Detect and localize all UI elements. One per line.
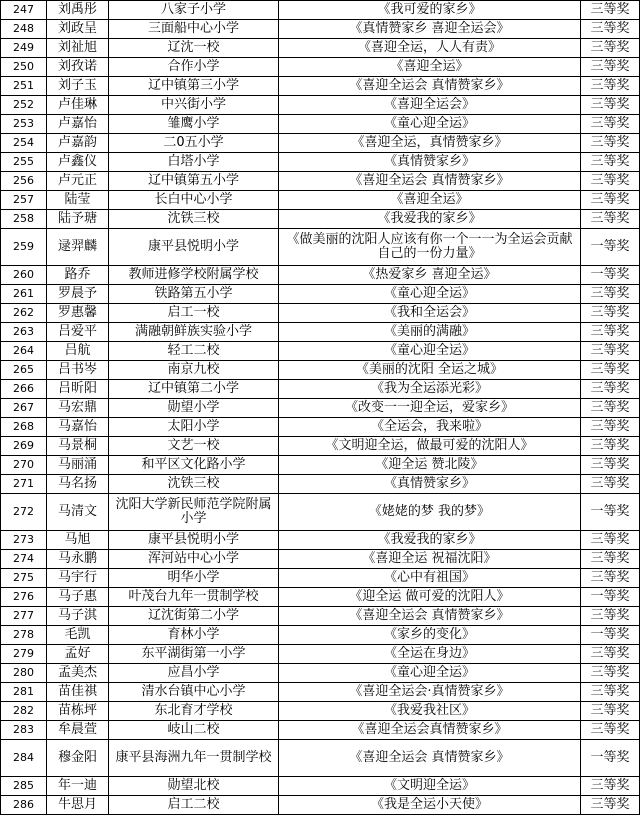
row-number: 274 [1, 550, 47, 569]
row-number: 272 [1, 494, 47, 531]
award-level: 一等奖 [581, 229, 640, 266]
student-name: 逯羿麟 [47, 229, 109, 266]
student-name: 刘孜诺 [47, 58, 109, 77]
student-name: 穆金阳 [47, 740, 109, 777]
award-level: 一等奖 [581, 494, 640, 531]
row-number: 285 [1, 777, 47, 796]
student-name: 牛思月 [47, 796, 109, 815]
essay-title: 《迎全运 做可爱的沈阳人》 [279, 588, 581, 607]
school-name: 清水台镇中心小学 [109, 683, 279, 702]
row-number: 251 [1, 77, 47, 96]
table-row [1, 115, 640, 134]
table-row [1, 777, 640, 796]
student-name: 陆予瑭 [47, 210, 109, 229]
award-level: 三等奖 [581, 550, 640, 569]
student-name: 毛凯 [47, 626, 109, 645]
school-name: 沈铁三校 [109, 210, 279, 229]
essay-title: 《喜迎全运》 [279, 58, 581, 77]
table-row [1, 153, 640, 172]
table-row [1, 683, 640, 702]
table-row [1, 626, 640, 645]
school-name: 三面船中心小学 [109, 20, 279, 39]
row-number: 277 [1, 607, 47, 626]
award-level: 三等奖 [581, 20, 640, 39]
row-number: 249 [1, 39, 47, 58]
student-name: 卢嘉怡 [47, 115, 109, 134]
award-level: 三等奖 [581, 1, 640, 20]
award-level: 一等奖 [581, 740, 640, 777]
student-name: 刘子玉 [47, 77, 109, 96]
essay-title: 《喜迎全运会·真情赞家乡》 [279, 683, 581, 702]
student-name: 刘政呈 [47, 20, 109, 39]
table-row [1, 437, 640, 456]
row-number: 250 [1, 58, 47, 77]
school-name: 八家子小学 [109, 1, 279, 20]
student-name: 陆莹 [47, 191, 109, 210]
student-name: 年一迪 [47, 777, 109, 796]
essay-title: 《喜迎全运会真情赞家乡》 [279, 721, 581, 740]
row-number: 265 [1, 361, 47, 380]
student-name: 吕书岑 [47, 361, 109, 380]
essay-title: 《文明迎全运》 [279, 777, 581, 796]
row-number: 271 [1, 475, 47, 494]
table-row [1, 645, 640, 664]
student-name: 马清文 [47, 494, 109, 531]
row-number: 248 [1, 20, 47, 39]
school-name: 南京九校 [109, 361, 279, 380]
row-number: 268 [1, 418, 47, 437]
student-name: 吕爱平 [47, 323, 109, 342]
student-name: 马旭 [47, 531, 109, 550]
table-row [1, 702, 640, 721]
row-number: 284 [1, 740, 47, 777]
student-name: 马丽涌 [47, 456, 109, 475]
row-number: 279 [1, 645, 47, 664]
award-level: 三等奖 [581, 361, 640, 380]
table-row [1, 380, 640, 399]
table-row [1, 588, 640, 607]
student-name: 牟晨萱 [47, 721, 109, 740]
school-name: 明华小学 [109, 569, 279, 588]
award-level: 三等奖 [581, 531, 640, 550]
school-name: 合作小学 [109, 58, 279, 77]
award-level: 三等奖 [581, 210, 640, 229]
essay-title: 《我可爱的家乡》 [279, 1, 581, 20]
school-name: 育林小学 [109, 626, 279, 645]
school-name: 辽中镇第五小学 [109, 172, 279, 191]
essay-title: 《喜迎全运》 [279, 191, 581, 210]
award-level: 三等奖 [581, 721, 640, 740]
table-row [1, 58, 640, 77]
essay-title: 《我为全运添光彩》 [279, 380, 581, 399]
table-row [1, 229, 640, 266]
table-row [1, 475, 640, 494]
table-row [1, 418, 640, 437]
award-level: 三等奖 [581, 399, 640, 418]
table-row [1, 172, 640, 191]
school-name: 雏鹰小学 [109, 115, 279, 134]
table-row [1, 304, 640, 323]
school-name: 辽中镇第三小学 [109, 77, 279, 96]
table-row [1, 664, 640, 683]
essay-title: 《真情赞家乡 喜迎全运会》 [279, 20, 581, 39]
table-row [1, 342, 640, 361]
table-row [1, 96, 640, 115]
essay-title: 《做美丽的沈阳人应该有你一个一一为全运会贡献自己的一份力量》 [279, 229, 581, 266]
row-number: 262 [1, 304, 47, 323]
student-name: 卢元正 [47, 172, 109, 191]
student-name: 马景桐 [47, 437, 109, 456]
student-name: 马子淇 [47, 607, 109, 626]
essay-title: 《我是全运小天使》 [279, 796, 581, 815]
row-number: 260 [1, 266, 47, 285]
row-number: 263 [1, 323, 47, 342]
row-number: 266 [1, 380, 47, 399]
essay-title: 《迎全运 赞北陵》 [279, 456, 581, 475]
award-level: 三等奖 [581, 96, 640, 115]
award-level: 一等奖 [581, 626, 640, 645]
essay-title: 《喜迎全运 祝福沈阳》 [279, 550, 581, 569]
school-name: 长白中心小学 [109, 191, 279, 210]
school-name: 和平区文化路小学 [109, 456, 279, 475]
school-name: 东北育才学校 [109, 702, 279, 721]
table-row [1, 39, 640, 58]
student-name: 孟美杰 [47, 664, 109, 683]
essay-title: 《喜迎全运，人人有责》 [279, 39, 581, 58]
essay-title: 《全运会，我来啦》 [279, 418, 581, 437]
award-level: 三等奖 [581, 664, 640, 683]
row-number: 257 [1, 191, 47, 210]
essay-title: 《喜迎全运，真情赞家乡》 [279, 134, 581, 153]
award-level: 三等奖 [581, 418, 640, 437]
school-name: 辽沈一校 [109, 39, 279, 58]
school-name: 启工一校 [109, 304, 279, 323]
school-name: 康平县海洲九年一贯制学校 [109, 740, 279, 777]
school-name: 勋望北校 [109, 777, 279, 796]
award-level: 三等奖 [581, 342, 640, 361]
row-number: 254 [1, 134, 47, 153]
essay-title: 《真情赞家乡》 [279, 153, 581, 172]
school-name: 启工二校 [109, 796, 279, 815]
school-name: 岐山二校 [109, 721, 279, 740]
school-name: 浑河站中心小学 [109, 550, 279, 569]
table-row [1, 740, 640, 777]
table-row [1, 796, 640, 815]
school-name: 康平县悦明小学 [109, 531, 279, 550]
school-name: 教师进修学校附属学校 [109, 266, 279, 285]
school-name: 文艺一校 [109, 437, 279, 456]
award-level: 一等奖 [581, 266, 640, 285]
student-name: 吕航 [47, 342, 109, 361]
student-name: 马永鹏 [47, 550, 109, 569]
award-level: 三等奖 [581, 115, 640, 134]
school-name: 东平湖街第一小学 [109, 645, 279, 664]
essay-title: 《童心迎全运》 [279, 342, 581, 361]
award-level: 三等奖 [581, 437, 640, 456]
table-row [1, 399, 640, 418]
table-row [1, 531, 640, 550]
student-name: 马宏鼎 [47, 399, 109, 418]
school-name: 铁路第五小学 [109, 285, 279, 304]
row-number: 258 [1, 210, 47, 229]
essay-title: 《我爱我社区》 [279, 702, 581, 721]
row-number: 281 [1, 683, 47, 702]
award-level: 三等奖 [581, 380, 640, 399]
essay-title: 《文明迎全运，做最可爱的沈阳人》 [279, 437, 581, 456]
essay-title: 《热爱家乡 喜迎全运》 [279, 266, 581, 285]
essay-title: 《我爱我的家乡》 [279, 210, 581, 229]
essay-title: 《美丽的满融》 [279, 323, 581, 342]
row-number: 273 [1, 531, 47, 550]
award-level: 三等奖 [581, 285, 640, 304]
award-level: 三等奖 [581, 39, 640, 58]
table-row [1, 721, 640, 740]
essay-title: 《童心迎全运》 [279, 115, 581, 134]
award-level: 三等奖 [581, 683, 640, 702]
row-number: 278 [1, 626, 47, 645]
table-row [1, 494, 640, 531]
award-level: 三等奖 [581, 569, 640, 588]
school-name: 太阳小学 [109, 418, 279, 437]
award-level: 三等奖 [581, 777, 640, 796]
student-name: 罗惠馨 [47, 304, 109, 323]
row-number: 267 [1, 399, 47, 418]
row-number: 269 [1, 437, 47, 456]
award-level: 三等奖 [581, 607, 640, 626]
student-name: 刘祉旭 [47, 39, 109, 58]
student-name: 刘禹彤 [47, 1, 109, 20]
student-name: 路乔 [47, 266, 109, 285]
student-name: 苗栋坪 [47, 702, 109, 721]
student-name: 马名扬 [47, 475, 109, 494]
table-row [1, 1, 640, 20]
table-row [1, 285, 640, 304]
row-number: 286 [1, 796, 47, 815]
table-row [1, 77, 640, 96]
essay-title: 《美丽的沈阳 全运之城》 [279, 361, 581, 380]
award-level: 三等奖 [581, 323, 640, 342]
award-level: 三等奖 [581, 796, 640, 815]
table-row [1, 20, 640, 39]
school-name: 白塔小学 [109, 153, 279, 172]
award-level: 三等奖 [581, 475, 640, 494]
award-level: 三等奖 [581, 702, 640, 721]
school-name: 辽沈街第二小学 [109, 607, 279, 626]
essay-title: 《我爱我的家乡》 [279, 531, 581, 550]
row-number: 270 [1, 456, 47, 475]
essay-title: 《真情赞家乡》 [279, 475, 581, 494]
table-row [1, 191, 640, 210]
essay-title: 《童心迎全运》 [279, 664, 581, 683]
award-level: 三等奖 [581, 134, 640, 153]
school-name: 二0五小学 [109, 134, 279, 153]
essay-title: 《我和全运会》 [279, 304, 581, 323]
essay-title: 《童心迎全运》 [279, 285, 581, 304]
row-number: 256 [1, 172, 47, 191]
table-row [1, 550, 640, 569]
school-name: 轻工二校 [109, 342, 279, 361]
award-level: 三等奖 [581, 191, 640, 210]
student-name: 马子惠 [47, 588, 109, 607]
award-level: 三等奖 [581, 645, 640, 664]
student-name: 孟好 [47, 645, 109, 664]
row-number: 255 [1, 153, 47, 172]
table-row [1, 607, 640, 626]
school-name: 沈铁三校 [109, 475, 279, 494]
award-level: 三等奖 [581, 304, 640, 323]
row-number: 247 [1, 1, 47, 20]
award-level: 三等奖 [581, 77, 640, 96]
award-level: 三等奖 [581, 58, 640, 77]
row-number: 275 [1, 569, 47, 588]
row-number: 280 [1, 664, 47, 683]
student-name: 罗晨予 [47, 285, 109, 304]
school-name: 沈阳大学新民师范学院附属小学 [109, 494, 279, 531]
essay-title: 《喜迎全运会 真情赞家乡》 [279, 77, 581, 96]
table-row [1, 456, 640, 475]
essay-title: 《心中有祖国》 [279, 569, 581, 588]
school-name: 辽中镇第二小学 [109, 380, 279, 399]
essay-title: 《改变一一迎全运，爱家乡》 [279, 399, 581, 418]
row-number: 253 [1, 115, 47, 134]
award-level: 三等奖 [581, 153, 640, 172]
student-name: 卢鑫仪 [47, 153, 109, 172]
school-name: 满融朝鲜族实验小学 [109, 323, 279, 342]
table-row [1, 210, 640, 229]
essay-title: 《全运在身边》 [279, 645, 581, 664]
school-name: 康平县悦明小学 [109, 229, 279, 266]
essay-title: 《喜迎全运会 真情赞家乡》 [279, 172, 581, 191]
row-number: 282 [1, 702, 47, 721]
school-name: 叶茂台九年一贯制学校 [109, 588, 279, 607]
essay-title: 《姥姥的梦 我的梦》 [279, 494, 581, 531]
award-level: 三等奖 [581, 172, 640, 191]
student-name: 卢佳琳 [47, 96, 109, 115]
school-name: 中兴街小学 [109, 96, 279, 115]
row-number: 283 [1, 721, 47, 740]
table-row [1, 266, 640, 285]
student-name: 卢嘉韵 [47, 134, 109, 153]
school-name: 应昌小学 [109, 664, 279, 683]
row-number: 252 [1, 96, 47, 115]
row-number: 261 [1, 285, 47, 304]
row-number: 276 [1, 588, 47, 607]
award-list-body [1, 1, 640, 815]
student-name: 马宇行 [47, 569, 109, 588]
row-number: 264 [1, 342, 47, 361]
award-level: 一等奖 [581, 588, 640, 607]
student-name: 吕昕阳 [47, 380, 109, 399]
table-row [1, 323, 640, 342]
school-name: 勋望小学 [109, 399, 279, 418]
essay-title: 《喜迎全运会》 [279, 96, 581, 115]
table-row [1, 134, 640, 153]
table-row [1, 361, 640, 380]
row-number: 259 [1, 229, 47, 266]
essay-title: 《喜迎全运会 真情赞家乡》 [279, 740, 581, 777]
award-level: 三等奖 [581, 456, 640, 475]
student-name: 马嘉怡 [47, 418, 109, 437]
table-row [1, 569, 640, 588]
essay-title: 《家乡的变化》 [279, 626, 581, 645]
student-name: 苗佳祺 [47, 683, 109, 702]
essay-title: 《喜迎全运会 真情赞家乡》 [279, 607, 581, 626]
